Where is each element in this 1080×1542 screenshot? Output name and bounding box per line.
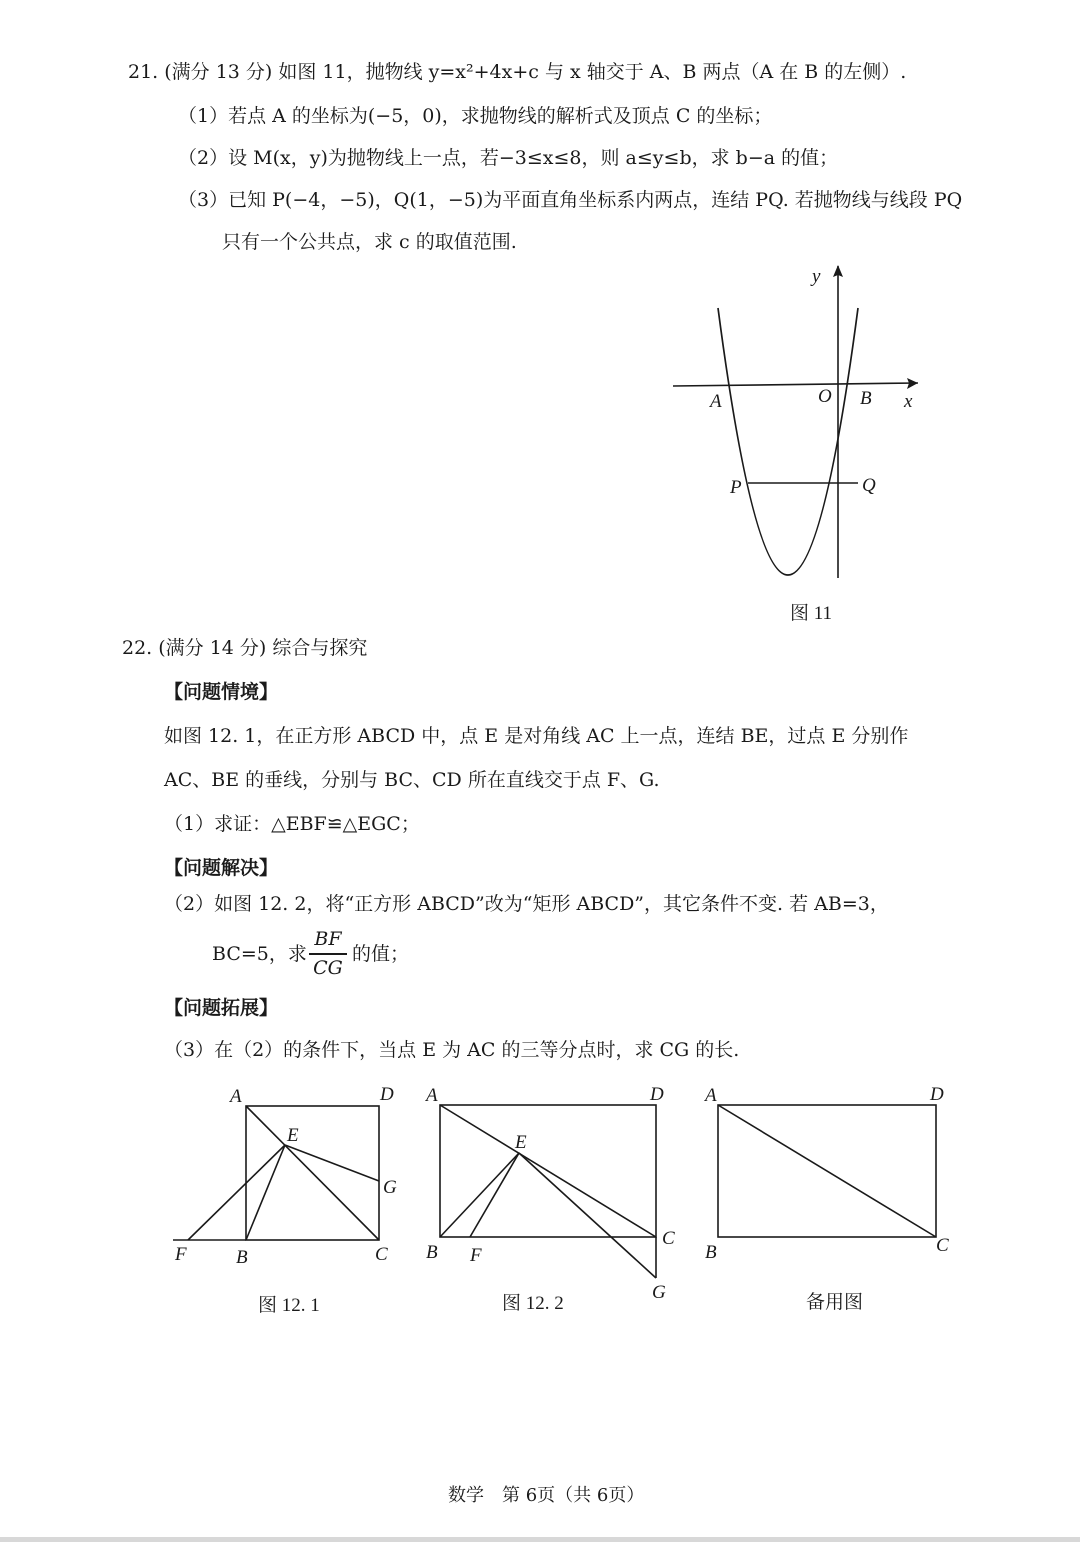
q22-part2-line2-post: 的值；: [352, 943, 410, 965]
q21-part3-line2: 只有一个公共点，求 c 的取值范围.: [222, 231, 517, 253]
fig1-label-a: A: [230, 1086, 242, 1107]
fig2-label-d: D: [650, 1084, 664, 1105]
point-a-label: A: [710, 391, 722, 412]
fig3-label-d: D: [930, 1084, 944, 1105]
diagonal-ac: [718, 1105, 936, 1237]
fig1-label-f: F: [175, 1244, 187, 1265]
q22-heading-situation: 【问题情境】: [164, 681, 279, 703]
origin-label: O: [818, 386, 832, 407]
fig2-label-a: A: [426, 1085, 438, 1106]
page-footer: 数学 第 6页（共 6页）: [448, 1485, 645, 1506]
x-label: x: [904, 391, 913, 412]
q22-heading-extend: 【问题拓展】: [164, 997, 279, 1019]
q21-title: 21. (满分 13 分) 如图 11，抛物线 y=x²+4x+c 与 x 轴交于 A、B 两点（A 在 B 的左侧）.: [128, 61, 907, 83]
fig2-label-c: C: [662, 1228, 675, 1249]
fig1-label-c: C: [375, 1244, 388, 1265]
point-b-label: B: [860, 388, 872, 409]
y-label: y: [812, 266, 821, 287]
fraction-numerator: BF: [314, 928, 342, 950]
q22-part2-line1: （2）如图 12. 2，将“正方形 ABCD”改为“矩形 ABCD”，其它条件不变. 若 AB=3，: [164, 893, 889, 915]
fig3-label-c: C: [936, 1235, 949, 1256]
q22-part1: （1）求证：△EBF≌△EGC；: [164, 813, 420, 835]
fig2-label-f: F: [470, 1245, 482, 1266]
fig2-caption: 图 12. 2: [502, 1293, 564, 1314]
point-q-label: Q: [862, 475, 876, 496]
fig2-label-g: G: [652, 1282, 666, 1303]
q22-intro-line1: 如图 12. 1，在正方形 ABCD 中，点 E 是对角线 AC 上一点，连结 BE，过点 E 分别作: [164, 725, 909, 747]
q22-part2-line2-pre: BC=5，求: [212, 943, 307, 965]
fig1-caption: 图 12. 1: [258, 1295, 320, 1316]
bottom-edge: [0, 1537, 1080, 1542]
q21-part2: （2）设 M(x，y)为抛物线上一点，若−3≤x≤8，则 a≤y≤b，求 b−a 的值；: [178, 147, 839, 169]
fig1-label-d: D: [380, 1084, 394, 1105]
q22-heading-solve: 【问题解决】: [164, 857, 279, 879]
point-p-label: P: [730, 477, 742, 498]
fig1-label-b: B: [236, 1247, 248, 1268]
q22-intro-line2: AC、BE 的垂线，分别与 BC、CD 所在直线交于点 F、G.: [164, 769, 660, 791]
fig1-label-g: G: [383, 1177, 397, 1198]
q22-part3: （3）在（2）的条件下，当点 E 为 AC 的三等分点时，求 CG 的长.: [164, 1039, 740, 1061]
fig3-label-b: B: [705, 1242, 717, 1263]
fig2-label-b: B: [426, 1242, 438, 1263]
q22-title: 22. (满分 14 分) 综合与探究: [122, 637, 368, 659]
fig1-label-e: E: [287, 1125, 299, 1146]
figure-11-caption: 图 11: [790, 603, 833, 624]
fig3-label-a: A: [705, 1085, 717, 1106]
fraction-denominator: CG: [313, 957, 343, 979]
fig3-caption: 备用图: [806, 1292, 864, 1313]
fig2-label-e: E: [515, 1132, 527, 1153]
q21-part1: （1）若点 A 的坐标为(−5，0)，求抛物线的解析式及顶点 C 的坐标；: [178, 105, 773, 127]
q21-part3-line1: （3）已知 P(−4，−5)，Q(1，−5)为平面直角坐标系内两点，连结 PQ. 若抛物线与线段 PQ: [178, 189, 963, 211]
